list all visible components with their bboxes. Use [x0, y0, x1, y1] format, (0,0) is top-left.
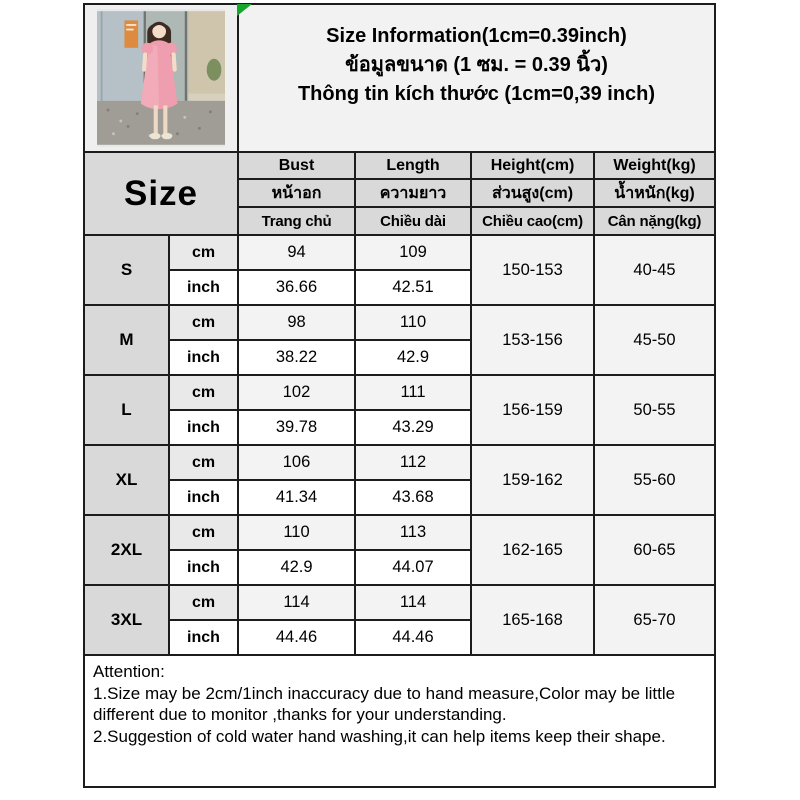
height-range-value: 156-159 [472, 376, 593, 444]
weight-header-en: Weight(kg) [595, 153, 714, 178]
bust-inch-value: 41.34 [239, 481, 354, 514]
bust-header-vi: Trang chủ [239, 208, 354, 234]
length-cm-value: 114 [356, 586, 470, 619]
length-inch-value: 44.46 [356, 621, 470, 654]
unit-cm-label: cm [170, 376, 237, 409]
weight-range-value: 45-50 [595, 306, 714, 374]
height-range-value: 165-168 [472, 586, 593, 654]
size-label-l: L [85, 376, 168, 444]
weight-range-value: 40-45 [595, 236, 714, 304]
height-range-value: 153-156 [472, 306, 593, 374]
unit-cm-label: cm [170, 306, 237, 339]
length-cm-value: 111 [356, 376, 470, 409]
unit-cm-label: cm [170, 446, 237, 479]
title-english: Size Information(1cm=0.39inch) [326, 24, 627, 47]
weight-range-value: 65-70 [595, 586, 714, 654]
bust-inch-value: 44.46 [239, 621, 354, 654]
bust-cm-value: 114 [239, 586, 354, 619]
unit-inch-label: inch [170, 411, 237, 444]
title-vietnamese: Thông tin kích thước (1cm=0,39 inch) [297, 82, 656, 105]
size-label-m: M [85, 306, 168, 374]
length-cm-value: 110 [356, 306, 470, 339]
length-cm-value: 112 [356, 446, 470, 479]
bust-cm-value: 106 [239, 446, 354, 479]
bust-inch-value: 36.66 [239, 271, 354, 304]
bust-header-th: หน้าอก [239, 180, 354, 206]
length-header-th: ความยาว [356, 180, 470, 206]
length-cm-value: 113 [356, 516, 470, 549]
size-column-header: Size [85, 153, 237, 234]
unit-cm-label: cm [170, 236, 237, 269]
height-header-th: ส่วนสูง(cm) [472, 180, 593, 206]
attention-note-1: 1.Size may be 2cm/1inch inaccuracy due to hand measure,Color may be little different due to monitor ,thanks for your understanding. [93, 683, 676, 724]
attention-heading: Attention: [93, 662, 165, 681]
bust-inch-value: 42.9 [239, 551, 354, 584]
weight-header-th: น้ำหนัก(kg) [595, 180, 714, 206]
bust-cm-value: 94 [239, 236, 354, 269]
height-range-value: 150-153 [472, 236, 593, 304]
unit-inch-label: inch [170, 551, 237, 584]
weight-header-vi: Cân nặng(kg) [595, 208, 714, 234]
model-photo-illustration [97, 9, 225, 147]
length-inch-value: 43.29 [356, 411, 470, 444]
product-photo-cell [85, 5, 237, 151]
size-label-3xl: 3XL [85, 586, 168, 654]
unit-inch-label: inch [170, 341, 237, 374]
height-range-value: 162-165 [472, 516, 593, 584]
bust-inch-value: 39.78 [239, 411, 354, 444]
length-inch-value: 42.9 [356, 341, 470, 374]
bust-header-en: Bust [239, 153, 354, 178]
title-thai: ข้อมูลขนาด (1 ซม. = 0.39 นิ้ว) [345, 53, 608, 76]
size-chart-table [83, 3, 716, 788]
bust-cm-value: 98 [239, 306, 354, 339]
unit-cm-label: cm [170, 586, 237, 619]
length-cm-value: 109 [356, 236, 470, 269]
weight-range-value: 50-55 [595, 376, 714, 444]
length-inch-value: 43.68 [356, 481, 470, 514]
weight-range-value: 60-65 [595, 516, 714, 584]
unit-inch-label: inch [170, 621, 237, 654]
height-header-en: Height(cm) [472, 153, 593, 178]
length-header-en: Length [356, 153, 470, 178]
unit-inch-label: inch [170, 271, 237, 304]
bust-cm-value: 110 [239, 516, 354, 549]
length-inch-value: 44.07 [356, 551, 470, 584]
bust-inch-value: 38.22 [239, 341, 354, 374]
attention-notes [85, 656, 714, 786]
size-label-2xl: 2XL [85, 516, 168, 584]
height-header-vi: Chiều cao(cm) [472, 208, 593, 234]
bust-cm-value: 102 [239, 376, 354, 409]
unit-cm-label: cm [170, 516, 237, 549]
weight-range-value: 55-60 [595, 446, 714, 514]
height-range-value: 159-162 [472, 446, 593, 514]
product-photo [97, 9, 225, 147]
length-header-vi: Chiều dài [356, 208, 470, 234]
size-label-s: S [85, 236, 168, 304]
size-label-xl: XL [85, 446, 168, 514]
length-inch-value: 42.51 [356, 271, 470, 304]
unit-inch-label: inch [170, 481, 237, 514]
size-information-title [239, 5, 714, 151]
attention-note-2: 2.Suggestion of cold water hand washing,it can help items keep their shape. [93, 726, 666, 746]
